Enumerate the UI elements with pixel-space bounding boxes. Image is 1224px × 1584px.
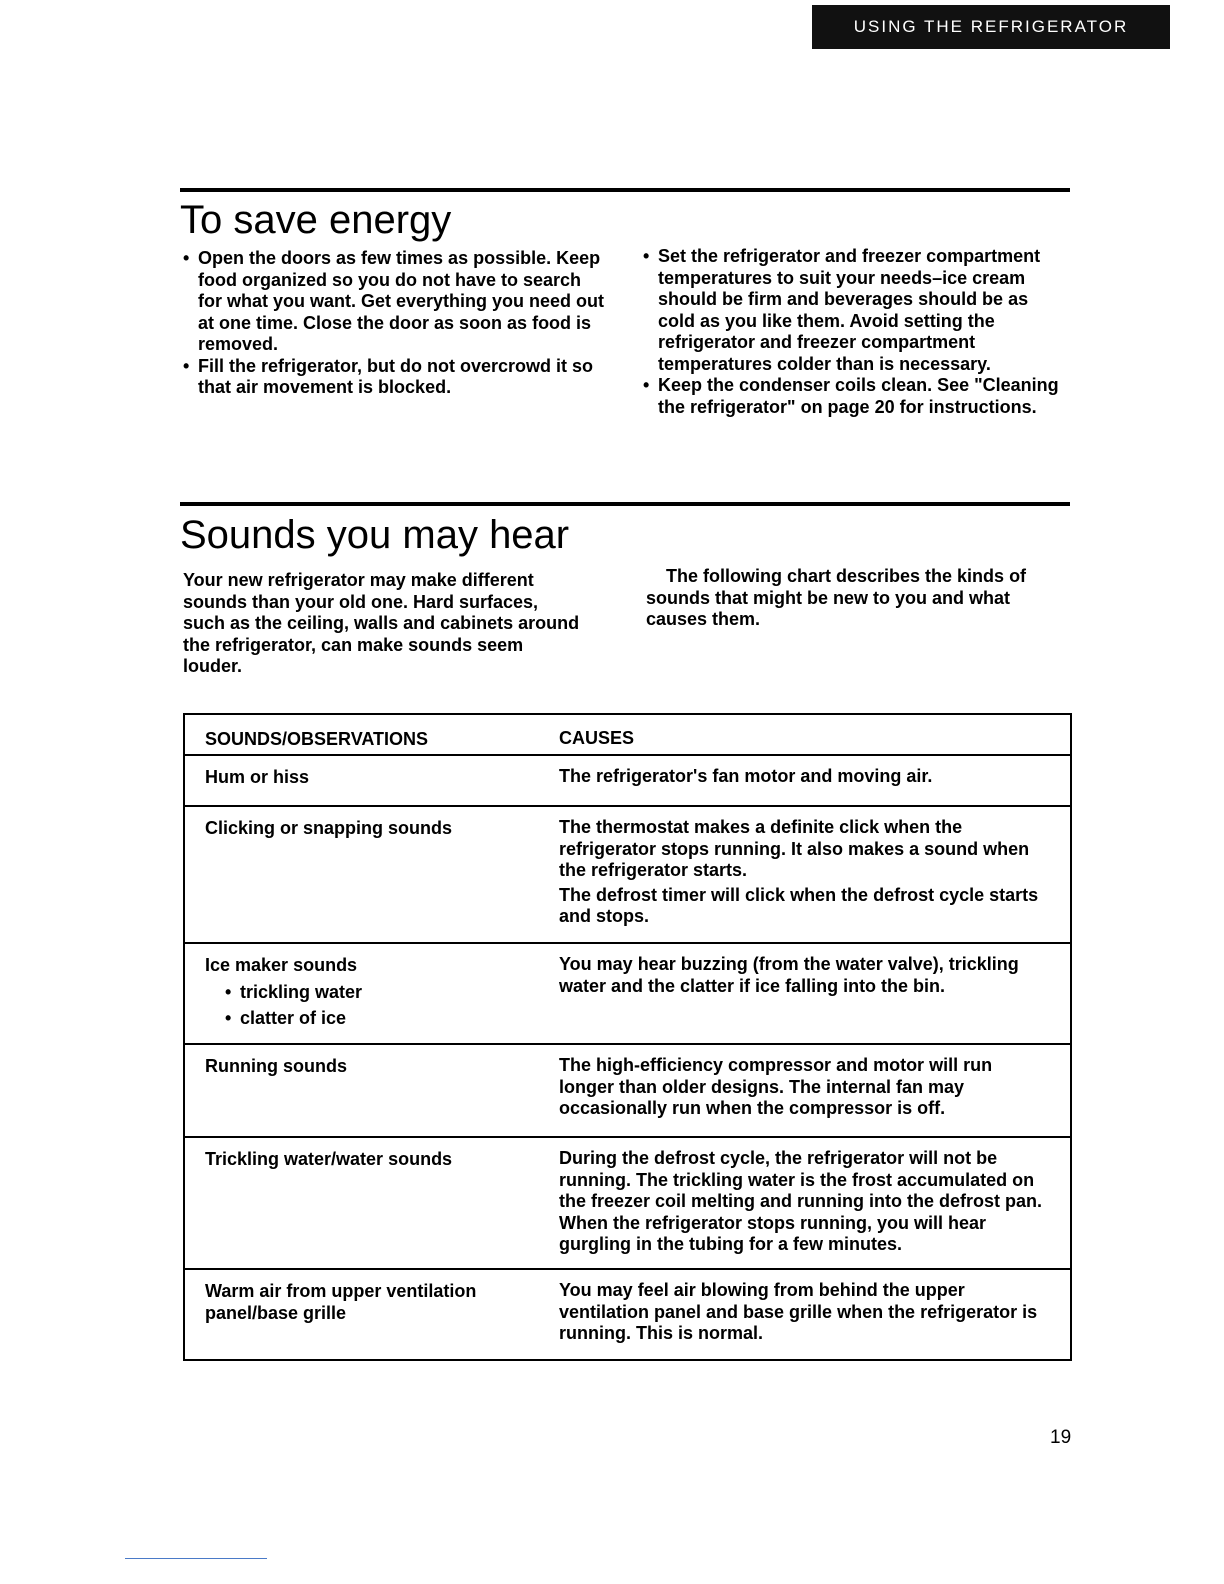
cause-text: The refrigerator's fan motor and moving air. (559, 766, 933, 786)
section-header-tab: USING THE REFRIGERATOR (812, 5, 1170, 49)
table-row (185, 756, 1070, 807)
sound-cell: Warm air from upper ventilation panel/base grille (205, 1281, 477, 1323)
section-rule (180, 188, 1070, 192)
scan-artifact-line (125, 1558, 267, 1559)
cause-cell (559, 954, 1049, 1000)
intro-paragraph: The following chart describes the kinds of sounds that might be new to you and what causes them. (646, 566, 1027, 629)
sound-cell: Clicking or snapping sounds (205, 818, 453, 838)
cause-cell (559, 766, 1049, 791)
cause-cell (559, 1280, 1049, 1348)
cause-text: During the defrost cycle, the refrigerator will not be running. The trickling water is the frost accumulated on the freezer coil melting and running into the defrost pan. When the refrigerator stops running, you will hear gurgling in the tubing for a few minutes. (559, 1148, 1043, 1254)
save-energy-left-column (183, 248, 608, 399)
column-header-causes: CAUSES (559, 728, 635, 748)
column-header-sounds: SOUNDS/OBSERVATIONS (205, 729, 429, 749)
list-item: • Keep the condenser coils clean. See "Cleaning the refrigerator" on page 20 for instructions. (643, 375, 1063, 418)
cause-cell (559, 1055, 1049, 1123)
cause-text: You may feel air blowing from behind the upper ventilation panel and base grille when the refrigerator is running. This is normal. (559, 1280, 1038, 1343)
table-header-row (185, 715, 1070, 756)
sounds-intro-left (183, 570, 583, 678)
cause-text: You may hear buzzing (from the water valve), trickling water and the clatter if ice falling into the bin. (559, 954, 1019, 996)
table-row (185, 1138, 1070, 1270)
list-item: • Set the refrigerator and freezer compartment temperatures to suit your needs–ice cream should be firm and beverages should be as cold as you like them. Avoid setting the refrigerator and freezer compartment temperatures colder than is necessary. (643, 246, 1063, 375)
sound-cell: Trickling water/water sounds (205, 1149, 453, 1169)
cause-cell (559, 1148, 1049, 1259)
table-row (185, 1270, 1070, 1359)
sounds-intro-right (646, 566, 1061, 631)
table-row (185, 807, 1070, 944)
list-item: • Fill the refrigerator, but do not overcrowd it so that air movement is blocked. (183, 356, 608, 399)
cause-text: The thermostat makes a definite click when the refrigerator stops running. It also makes a sound when the refrigerator starts. (559, 817, 1030, 880)
sub-item: • clatter of ice (205, 1005, 545, 1031)
table-row (185, 944, 1070, 1045)
sounds-table (183, 713, 1072, 1361)
cause-text: The high-efficiency compressor and motor will run longer than older designs. The internal fan may occasionally run when the compressor is off. (559, 1055, 993, 1118)
sound-cell: Hum or hiss (205, 767, 310, 787)
sounds-title: Sounds you may hear (180, 513, 570, 557)
cause-cell (559, 817, 1049, 931)
page-number: 19 (1050, 1427, 1072, 1448)
cause-text: The defrost timer will click when the defrost cycle starts and stops. (559, 884, 1039, 926)
save-energy-title: To save energy (180, 198, 452, 242)
intro-paragraph: Your new refrigerator may make different sounds than your old one. Hard surfaces, such as the ceiling, walls and cabinets around the refrigerator, can make sounds seem louder. (183, 570, 580, 676)
sound-cell: Running sounds (205, 1056, 347, 1076)
sound-cell (205, 954, 545, 1031)
section-rule (180, 502, 1070, 506)
sub-item: • trickling water (205, 979, 545, 1005)
save-energy-right-column (643, 246, 1063, 418)
table-row (185, 1045, 1070, 1138)
sound-label: Ice maker sounds (205, 955, 358, 975)
list-item: • Open the doors as few times as possible. Keep food organized so you do not have to search for what you want. Get everything you need out at one time. Close the door as soon as food is removed. (183, 248, 608, 356)
